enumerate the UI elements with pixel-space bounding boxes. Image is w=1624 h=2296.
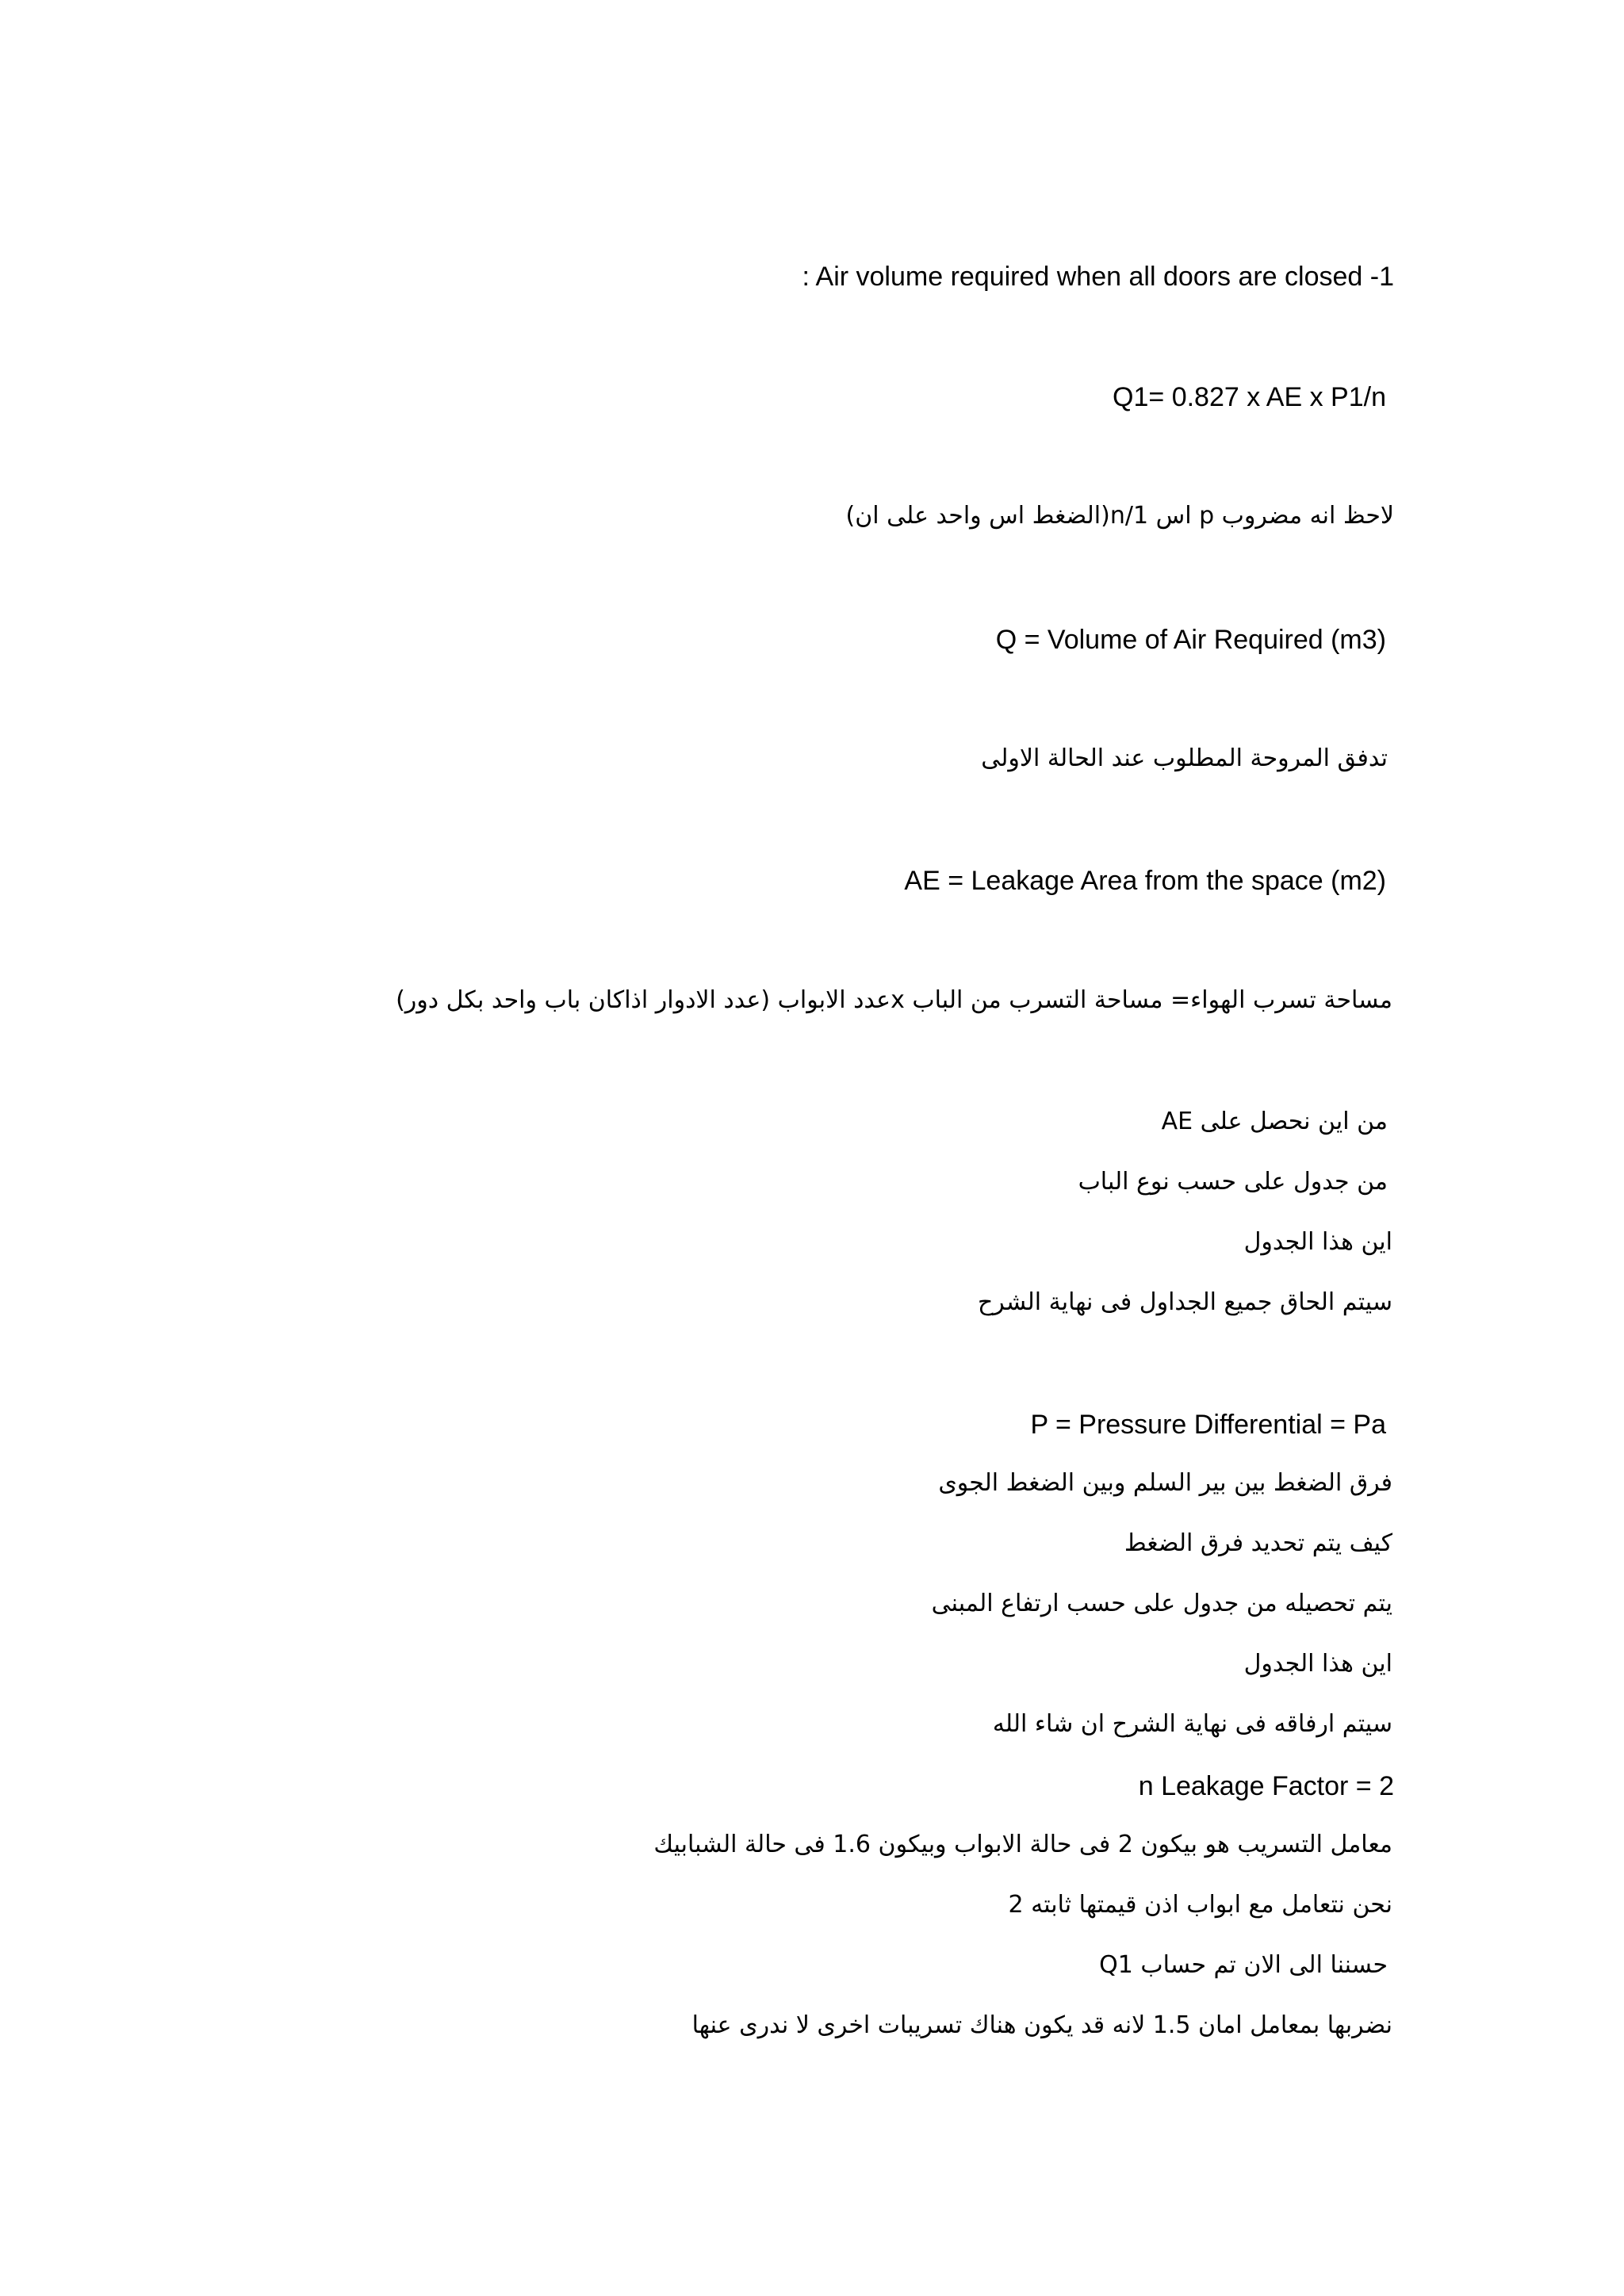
definition-q: Q = Volume of Air Required (m3) xyxy=(995,625,1386,655)
question-ae-source: من اين نحصل على AE xyxy=(1161,1108,1388,1135)
explanation-leakage-area: مساحة تسرب الهواء= مساحة التسرب من الباب xعدد الابواب (عدد الادوار اذاكان باب واحد بكل دور) xyxy=(396,986,1392,1014)
explanation-leakage-factor: معامل التسريب هو بيكون 2 فى حالة الابواب وبيكون 1.6 فى حالة الشبابيك xyxy=(653,1831,1392,1858)
answer-tables-appendix: سيتم الحاق جميع الجداول فى نهاية الشرح xyxy=(977,1288,1392,1316)
note-q1-calculated: حسننا الى الان تم حساب Q1 xyxy=(1099,1951,1388,1979)
explanation-pressure-difference: فرق الضغط بين بير السلم وبين الضغط الجوى xyxy=(938,1469,1392,1497)
answer-attached-later: سيتم ارفاقه فى نهاية الشرح ان شاء الله xyxy=(992,1710,1392,1738)
question-table-location-2: اين هذا الجدول xyxy=(1243,1650,1392,1678)
answer-building-height-table: يتم تحصيله من جدول على حسب ارتفاع المبنى xyxy=(931,1590,1392,1617)
formula-q1: Q1= 0.827 x AE x P1/n xyxy=(1113,382,1386,412)
note-doors-constant: نحن نتعامل مع ابواب اذن قيمتها ثابته 2 xyxy=(1008,1891,1392,1919)
note-pressure-exponent: لاحظ انه مضروب p اس n/1(الضغط اس واحد على ان) xyxy=(845,502,1394,530)
question-table-location-1: اين هذا الجدول xyxy=(1243,1228,1392,1256)
question-pressure-determination: كيف يتم تحديد فرق الضغط xyxy=(1124,1529,1392,1557)
note-safety-factor: نضربها بمعامل امان 1.5 لانه قد يكون هناك تسريبات اخرى لا ندرى عنها xyxy=(691,2011,1392,2039)
heading-air-volume-doors-closed: : Air volume required when all doors are closed -1 xyxy=(802,262,1394,292)
definition-n: n Leakage Factor = 2 xyxy=(1138,1771,1394,1801)
answer-ae-table: من جدول على حسب نوع الباب xyxy=(1078,1168,1388,1196)
explanation-fan-flow: تدفق المروحة المطلوب عند الحالة الاولى xyxy=(981,744,1388,772)
definition-ae: AE = Leakage Area from the space (m2) xyxy=(904,866,1386,896)
definition-p: P = Pressure Differential = Pa xyxy=(1030,1410,1386,1440)
